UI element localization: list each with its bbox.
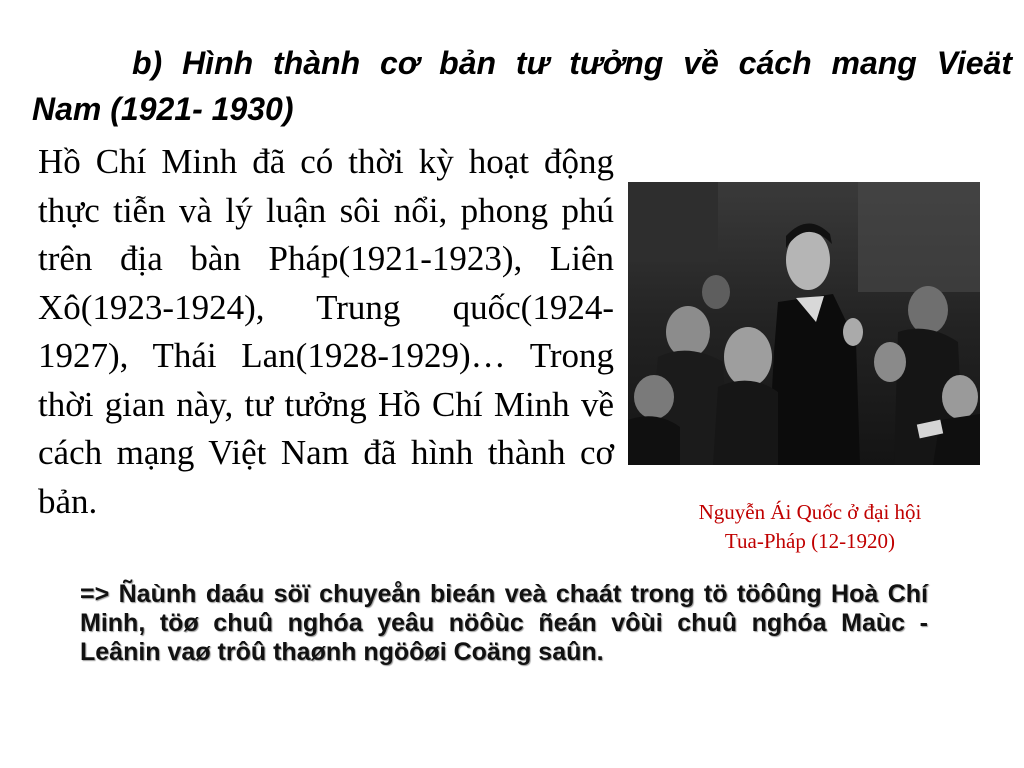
photo-caption (640, 498, 980, 556)
slide-title (32, 40, 1012, 132)
conclusion-text: => Ñaùnh daáu söï chuyeån bieán veà chaát trong tö töôûng Hoà Chí Minh, töø chuû nghóa yeâu nöôùc ñeán vôùi chuû nghóa Maùc - Leânin vaø trôû thaønh ngöôøi Coäng saûn. (80, 580, 928, 666)
historical-photo (628, 182, 980, 465)
caption-line-1: Nguyễn Ái Quốc ở đại hội (698, 500, 922, 524)
title-line-2: Nam (1921- 1930) (32, 91, 294, 127)
title-line-1: b) Hình thành cơ bản tư tưởng về cách mang Vieät (132, 45, 1012, 81)
caption-line-2: Tua-Pháp (12-1920) (724, 529, 896, 553)
body-paragraph: Hồ Chí Minh đã có thời kỳ hoạt động thực tiễn và lý luận sôi nổi, phong phú trên địa bàn Pháp(1921-1923), Liên Xô(1923-1924), Trung quốc(1924-1927), Thái Lan(1928-1929)… Trong thời gian này, tư tưởng Hồ Chí Minh về cách mạng Việt Nam đã hình thành cơ bản. (38, 142, 614, 521)
